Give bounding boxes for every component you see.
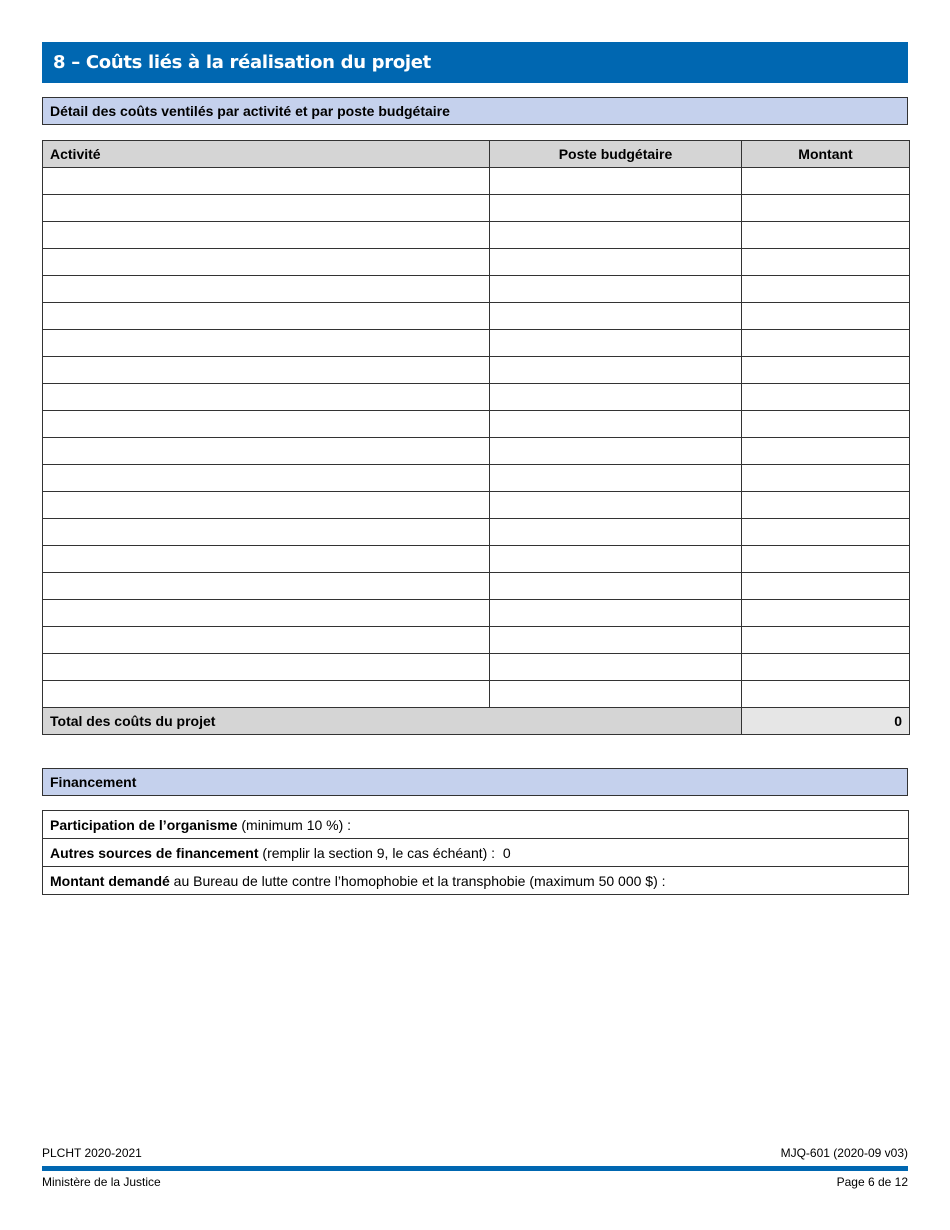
- poste-cell[interactable]: [490, 681, 742, 708]
- poste-cell[interactable]: [490, 600, 742, 627]
- cost-row: [43, 411, 910, 438]
- activity-cell[interactable]: [43, 276, 490, 303]
- financing-row-participation: [43, 811, 909, 839]
- montant-cell[interactable]: [742, 303, 910, 330]
- poste-cell[interactable]: [490, 330, 742, 357]
- financing-row-montant-demande: [43, 867, 909, 895]
- montant-cell[interactable]: [742, 654, 910, 681]
- financing-field-autres-sources[interactable]: [43, 839, 909, 867]
- poste-cell[interactable]: [490, 627, 742, 654]
- costs-table: [42, 140, 910, 735]
- montant-cell[interactable]: [742, 573, 910, 600]
- activity-cell[interactable]: [43, 492, 490, 519]
- cost-row: [43, 222, 910, 249]
- financing-note: (remplir la section 9, le cas échéant) :: [258, 844, 496, 861]
- montant-cell[interactable]: [742, 438, 910, 465]
- poste-cell[interactable]: [490, 249, 742, 276]
- column-header-montant: Montant: [742, 141, 910, 168]
- montant-cell[interactable]: [742, 465, 910, 492]
- activity-cell[interactable]: [43, 330, 490, 357]
- montant-cell[interactable]: [742, 357, 910, 384]
- column-header-poste: Poste budgétaire: [490, 141, 742, 168]
- montant-cell[interactable]: [742, 681, 910, 708]
- poste-cell[interactable]: [490, 222, 742, 249]
- activity-cell[interactable]: [43, 465, 490, 492]
- cost-row: [43, 384, 910, 411]
- activity-cell[interactable]: [43, 384, 490, 411]
- financing-value: 0: [502, 844, 511, 861]
- footer-program: PLCHT 2020-2021: [42, 1146, 142, 1160]
- cost-row: [43, 276, 910, 303]
- cost-row: [43, 303, 910, 330]
- activity-cell[interactable]: [43, 168, 490, 195]
- financing-note: au Bureau de lutte contre l’homophobie et la transphobie (maximum 50 000 $) :: [169, 872, 666, 889]
- costs-heading: Détail des coûts ventilés par activité et par poste budgétaire: [42, 97, 908, 125]
- footer-page-number: Page 6 de 12: [836, 1175, 908, 1189]
- activity-cell[interactable]: [43, 303, 490, 330]
- poste-cell[interactable]: [490, 654, 742, 681]
- costs-header-row: [43, 141, 910, 168]
- cost-row: [43, 681, 910, 708]
- poste-cell[interactable]: [490, 168, 742, 195]
- cost-row: [43, 330, 910, 357]
- cost-row: [43, 573, 910, 600]
- total-label: Total des coûts du projet: [43, 708, 742, 735]
- activity-cell[interactable]: [43, 357, 490, 384]
- cost-row: [43, 627, 910, 654]
- activity-cell[interactable]: [43, 654, 490, 681]
- cost-row: [43, 249, 910, 276]
- total-row: [43, 708, 910, 735]
- montant-cell[interactable]: [742, 168, 910, 195]
- activity-cell[interactable]: [43, 546, 490, 573]
- total-value: 0: [742, 708, 910, 735]
- poste-cell[interactable]: [490, 573, 742, 600]
- montant-cell[interactable]: [742, 411, 910, 438]
- poste-cell[interactable]: [490, 357, 742, 384]
- footer-ministry: Ministère de la Justice: [42, 1175, 161, 1189]
- montant-cell[interactable]: [742, 195, 910, 222]
- montant-cell[interactable]: [742, 222, 910, 249]
- poste-cell[interactable]: [490, 519, 742, 546]
- cost-row: [43, 492, 910, 519]
- activity-cell[interactable]: [43, 249, 490, 276]
- activity-cell[interactable]: [43, 438, 490, 465]
- cost-row: [43, 195, 910, 222]
- poste-cell[interactable]: [490, 411, 742, 438]
- montant-cell[interactable]: [742, 519, 910, 546]
- activity-cell[interactable]: [43, 573, 490, 600]
- activity-cell[interactable]: [43, 195, 490, 222]
- financing-label: Participation de l’organisme: [50, 816, 238, 833]
- financing-label: Montant demandé: [50, 872, 170, 889]
- section-title: 8 – Coûts liés à la réalisation du projet: [42, 42, 908, 83]
- montant-cell[interactable]: [742, 627, 910, 654]
- financing-table: [42, 810, 909, 895]
- financing-label: Autres sources de financement: [50, 844, 259, 861]
- financing-field-montant-demande[interactable]: [43, 867, 909, 895]
- activity-cell[interactable]: [43, 411, 490, 438]
- financing-note: (minimum 10 %) :: [237, 816, 352, 833]
- montant-cell[interactable]: [742, 249, 910, 276]
- activity-cell[interactable]: [43, 600, 490, 627]
- cost-row: [43, 654, 910, 681]
- cost-row: [43, 357, 910, 384]
- poste-cell[interactable]: [490, 465, 742, 492]
- poste-cell[interactable]: [490, 384, 742, 411]
- cost-row: [43, 600, 910, 627]
- poste-cell[interactable]: [490, 303, 742, 330]
- cost-row: [43, 519, 910, 546]
- montant-cell[interactable]: [742, 330, 910, 357]
- montant-cell[interactable]: [742, 546, 910, 573]
- column-header-activity: Activité: [43, 141, 490, 168]
- poste-cell[interactable]: [490, 438, 742, 465]
- activity-cell[interactable]: [43, 519, 490, 546]
- cost-row: [43, 546, 910, 573]
- montant-cell[interactable]: [742, 276, 910, 303]
- montant-cell[interactable]: [742, 384, 910, 411]
- montant-cell[interactable]: [742, 600, 910, 627]
- cost-row: [43, 168, 910, 195]
- poste-cell[interactable]: [490, 492, 742, 519]
- montant-cell[interactable]: [742, 492, 910, 519]
- activity-cell[interactable]: [43, 627, 490, 654]
- cost-row: [43, 465, 910, 492]
- activity-cell[interactable]: [43, 681, 490, 708]
- poste-cell[interactable]: [490, 276, 742, 303]
- cost-row: [43, 438, 910, 465]
- footer-divider: [42, 1166, 908, 1171]
- financing-field-participation[interactable]: [43, 811, 909, 839]
- financing-heading: Financement: [42, 768, 908, 796]
- footer-form-code: MJQ-601 (2020-09 v03): [780, 1146, 908, 1160]
- poste-cell[interactable]: [490, 195, 742, 222]
- activity-cell[interactable]: [43, 222, 490, 249]
- poste-cell[interactable]: [490, 546, 742, 573]
- financing-row-autres-sources: [43, 839, 909, 867]
